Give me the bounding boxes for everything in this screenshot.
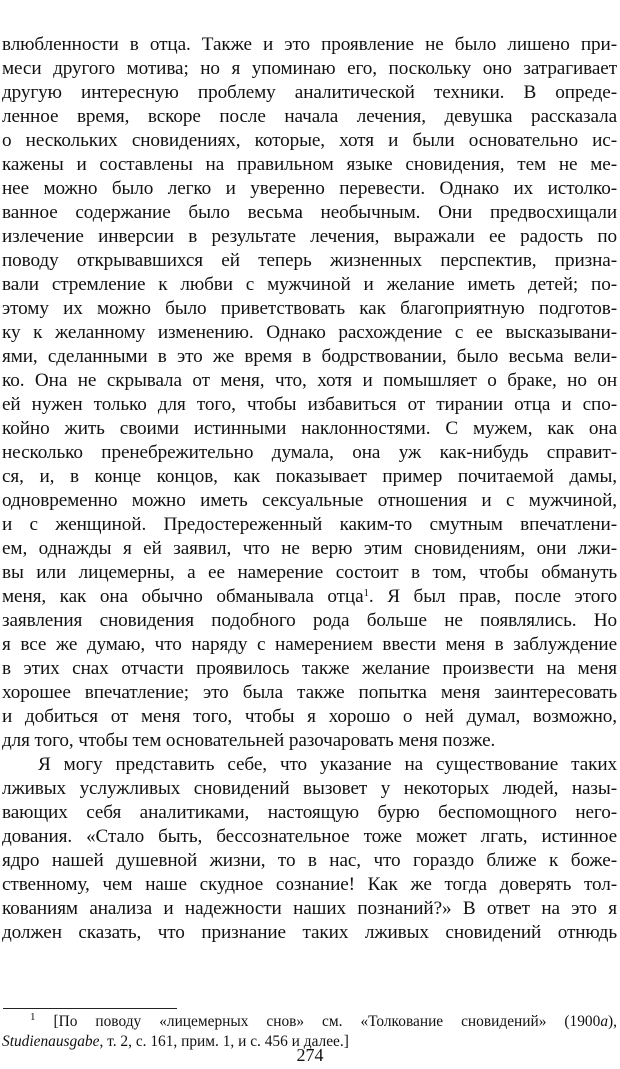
footnote-line: [30, 1012, 617, 1032]
footnote-text: , т. 2, с. 161, прим. 1, и с. 456 и далее.]: [99, 1033, 349, 1050]
footnote-marker: 1: [30, 1011, 36, 1023]
text-line: я все же думаю, что наряду с намерением ввести меня в заблуждение: [2, 634, 617, 655]
page-number: 274: [296, 1045, 324, 1065]
text-line: в этих снах отчасти проявилось также желание произвести на меня: [2, 658, 617, 679]
text-line: вающих себя аналитиками, настоящую бурю беспомощного него-: [2, 802, 617, 823]
text-line: вы или лицемерны, а ее намерение состоит в том, чтобы обмануть: [2, 562, 617, 583]
text-line: кованиям анализа и надежности наших познаний?» В ответ на это я: [2, 898, 617, 919]
footnote-italic: a: [600, 1013, 609, 1030]
text-line: и добиться от меня того, чтобы я хорошо о ней думал, возможно,: [2, 706, 617, 727]
footnote-divider: [3, 1008, 177, 1009]
text-line: ванное содержание было весьма необычным. Они предвосхищали: [2, 202, 617, 223]
text-line: влюбленности в отца. Также и это проявление не было лишено при-: [2, 34, 617, 55]
text-line: заявления сновидения подобного рода больше не появлялись. Но: [2, 610, 617, 631]
text-line-with-footnote-ref: [2, 585, 617, 609]
text-line: ем, однажды я ей заявил, что не верю этим сновидениям, они лжи-: [2, 538, 617, 559]
text-line: ленное время, вскоре после начала лечения, девушка рассказала: [2, 106, 617, 127]
text-line: кажены и составлены на правильном языке сновидения, тем не ме-: [2, 154, 617, 175]
text-line: ядро нашей душевной жизни, то в нас, что гораздо ближе к боже-: [2, 850, 617, 871]
text-line: койно жить своими истинными наклонностями. С мужем, как она: [2, 418, 617, 439]
text-line: ко. Она не скрывала от меня, что, хотя и помышляет о браке, но он: [2, 370, 617, 391]
text-line: дования. «Стало быть, бессознательное тоже может лгать, истинное: [2, 826, 617, 847]
text-line: ся, и, в конце концов, как показывает пример почитаемой дамы,: [2, 466, 617, 487]
text-line: для того, чтобы тем основательней разочаровать меня позже.: [2, 730, 496, 751]
text-line: поводу открывавшихся ей теперь жизненных перспектив, призна-: [2, 250, 617, 271]
text-segment: меня, как она обычно обманывала отца: [2, 586, 364, 607]
footnote-text: ),: [608, 1013, 617, 1030]
text-line: излечение инверсии в результате лечения, выражали ее радость по: [2, 226, 617, 247]
text-line: меси другого мотива; но я упоминаю его, поскольку оно затрагивает: [2, 58, 617, 79]
text-line: ями, сделанными в это же время в бодрствовании, было весьма вели-: [2, 346, 617, 367]
text-line: о нескольких сновидениях, которые, хотя и были основательно ис-: [2, 130, 617, 151]
text-line: другую интересную проблему аналитической техники. В опреде-: [2, 82, 617, 103]
text-line: этому их можно было приветствовать как благоприятную подготов-: [2, 298, 617, 319]
text-line: должен сказать, что признание таких лживых сновидений отнюдь: [2, 922, 617, 943]
text-line: ей нужен только для того, чтобы избавиться от тирании отца и спо-: [2, 394, 617, 415]
footnote-text: [По поводу «лицемерных снов» см. «Толкование сновидений» (1900: [53, 1013, 601, 1030]
text-line: ственному, чем наше скудное сознание! Как же тогда доверять тол-: [2, 874, 617, 895]
text-line: хорошее впечатление; это была также попытка меня заинтересовать: [2, 682, 617, 703]
text-segment: . Я был прав, после этого: [368, 586, 617, 607]
text-line: Я могу представить себе, что указание на существование таких: [38, 754, 617, 775]
text-line: одновременно можно иметь сексуальные отношения и с мужчиной,: [2, 490, 617, 511]
text-line: ку к желанному изменению. Однако расхождение с ее высказывани-: [2, 322, 617, 343]
text-line: вали стремление к любви с мужчиной и желание иметь детей; по-: [2, 274, 617, 295]
footnote-ref: 1: [363, 587, 369, 599]
text-line: несколько пренебрежительно думала, она уж как-нибудь справит-: [2, 442, 617, 463]
text-line: и с женщиной. Предостереженный каким-то смутным впечатлени-: [2, 514, 617, 535]
text-line: нее можно было легко и уверенно перевести. Однако их истолко-: [2, 178, 617, 199]
footnote-italic: Studienausgabe: [2, 1033, 100, 1050]
text-line: лживых услужливых сновидений вызовет у некоторых людей, назы-: [2, 778, 617, 799]
